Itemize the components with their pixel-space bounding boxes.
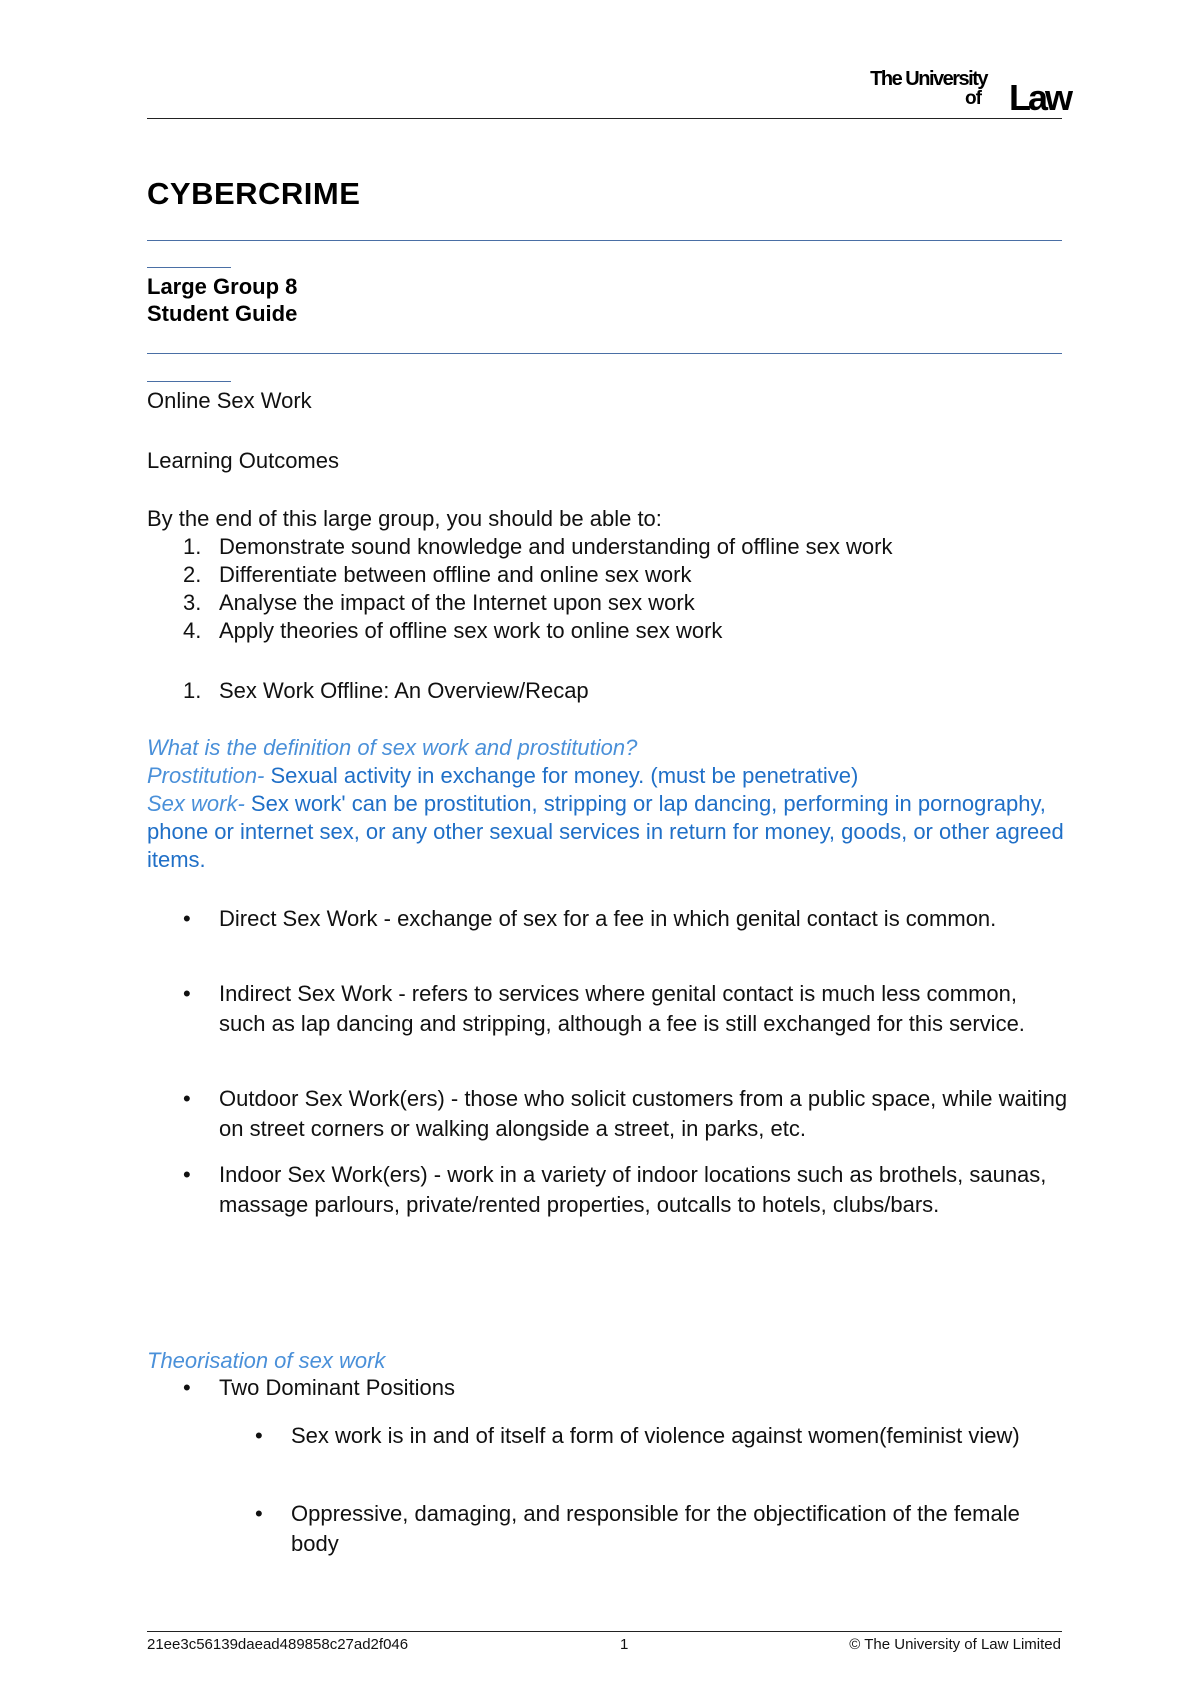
bullet-icon: •: [183, 1086, 191, 1111]
list-item: Demonstrate sound knowledge and understanding of offline sex work: [219, 534, 893, 559]
bullet-icon: •: [183, 1162, 191, 1187]
sexwork-term: Sex work-: [147, 791, 245, 816]
subtitle-group: Large Group 8: [147, 274, 298, 299]
university-logo: [859, 68, 1071, 118]
list-item-number: 3.: [183, 590, 202, 615]
definition-question: What is the definition of sex work and prostitution?: [147, 735, 638, 760]
title-divider: [147, 240, 1062, 241]
subtitle-divider: [147, 353, 1062, 354]
outcomes-intro: By the end of this large group, you should be able to:: [147, 506, 662, 531]
list-item: Direct Sex Work - exchange of sex for a fee in which genital contact is common.: [219, 906, 997, 931]
list-item: Indirect Sex Work - refers to services where genital contact is much less common, such as lap dancing and stripping, although a fee is still exchanged for this service.: [219, 981, 1025, 1036]
subtitle-guide: Student Guide: [147, 301, 298, 326]
bullet-icon: •: [255, 1501, 263, 1526]
document-title: CYBERCRIME: [147, 176, 361, 211]
list-item: Sex work is in and of itself a form of violence against women(feminist view): [291, 1423, 1020, 1448]
list-item: Indoor Sex Work(ers) - work in a variety of indoor locations such as brothels, saunas, massage parlours, private/rented properties, outcalls to hotels, clubs/bars.: [219, 1162, 1047, 1217]
bullet-icon: •: [183, 981, 191, 1006]
subtitle-divider-short: [147, 381, 231, 382]
page-number: 1: [620, 1636, 629, 1653]
bullet-icon: •: [183, 1375, 191, 1400]
logo-text-university: The University: [870, 68, 987, 90]
theory-heading: Theorisation of sex work: [147, 1348, 386, 1373]
footer-copyright: © The University of Law Limited: [849, 1636, 1061, 1653]
logo-text-law: Law: [1009, 77, 1071, 118]
list-item-number: 2.: [183, 562, 202, 587]
prostitution-term: Prostitution-: [147, 763, 265, 788]
sexwork-def: Sex work' can be prostitution, stripping or lap dancing, performing in pornography, phone or internet sex, or any other sexual services in return for money, goods, or other agreed items.: [147, 791, 1064, 872]
bullet-icon: •: [255, 1423, 263, 1448]
list-item: Analyse the impact of the Internet upon sex work: [219, 590, 695, 615]
list-item-number: 4.: [183, 618, 202, 643]
prostitution-definition: [147, 762, 1077, 790]
outcomes-heading: Learning Outcomes: [147, 448, 339, 473]
logo-text-of: of: [965, 88, 981, 109]
footer-document-id: 21ee3c56139daead489858c27ad2f046: [147, 1636, 409, 1653]
sexwork-definition: [147, 790, 1077, 874]
list-item: Two Dominant Positions: [219, 1375, 455, 1400]
header-divider: [147, 118, 1062, 119]
list-item-number: 1.: [183, 534, 202, 559]
topic-heading: Online Sex Work: [147, 388, 312, 413]
section-number: 1.: [183, 678, 202, 703]
list-item: Apply theories of offline sex work to online sex work: [219, 618, 723, 643]
bullet-icon: •: [183, 906, 191, 931]
list-item: Differentiate between offline and online sex work: [219, 562, 692, 587]
section-heading: Sex Work Offline: An Overview/Recap: [219, 678, 589, 703]
list-item: Outdoor Sex Work(ers) - those who solicit customers from a public space, while waiting on street corners or walking alongside a street, in parks, etc.: [219, 1086, 1068, 1141]
footer-divider: [147, 1631, 1062, 1632]
prostitution-def: Sexual activity in exchange for money. (must be penetrative): [264, 763, 859, 788]
title-divider-short: [147, 267, 231, 268]
list-item: Oppressive, damaging, and responsible for the objectification of the female body: [291, 1501, 1020, 1556]
